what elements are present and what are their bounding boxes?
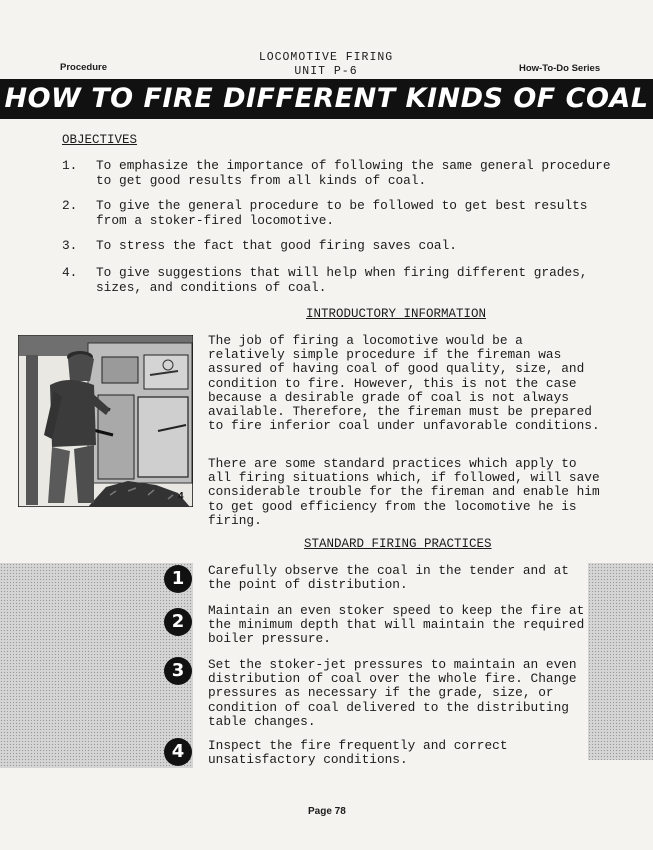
step-text: Inspect the fire frequently and correct unsatisfactory conditions. — [208, 738, 508, 768]
objective-item — [62, 158, 622, 188]
header-right: How-To-Do Series — [519, 63, 601, 74]
objective-number: 3. — [62, 238, 78, 253]
halftone-panel-right — [588, 563, 653, 760]
fireman-illustration — [18, 335, 193, 507]
objective-text: To stress the fact that good firing saves coal. — [96, 238, 457, 253]
page-title: HOW TO FIRE DIFFERENT KINDS OF COAL — [0, 79, 653, 119]
fireman-illustration-svg — [18, 335, 193, 507]
objective-item — [62, 238, 622, 254]
page-number: Page 78 — [308, 806, 346, 817]
objective-text: To give the general procedure to be followed to get best results from a stoker-fired locomotive. — [96, 198, 588, 228]
introductory-heading: INTRODUCTORY INFORMATION — [306, 307, 487, 321]
objective-item — [62, 265, 622, 295]
intro-paragraph-2: There are some standard practices which apply to all firing situations which, if followed, will save considerable trouble for the fireman and enable him to get good efficiency from the locomotive he is firing. — [208, 456, 600, 528]
header-left: Procedure — [60, 62, 107, 73]
step-badge: 3 — [164, 657, 192, 685]
step-badge: 4 — [164, 738, 192, 766]
step-text: Carefully observe the coal in the tender and at the point of distribution. — [208, 563, 569, 593]
objective-number: 4. — [62, 265, 78, 280]
objective-text: To give suggestions that will help when firing different grades, sizes, and conditions of coal. — [96, 265, 588, 295]
step-badge: 1 — [164, 565, 192, 593]
objectives-heading: OBJECTIVES — [62, 133, 138, 147]
figure-number: 4 — [178, 491, 184, 502]
step-text: Set the stoker-jet pressures to maintain an even distribution of coal over the whole fire. Change pressures as necessary if the grade, size, or condition of coal delivered to the distributing table changes. — [208, 657, 577, 729]
header-center-line2: UNIT P-6 — [294, 65, 358, 78]
standard-heading: STANDARD FIRING PRACTICES — [304, 537, 492, 551]
step-badge: 2 — [164, 608, 192, 636]
intro-paragraph-1: The job of firing a locomotive would be a relatively simple procedure if the fireman was assured of having coal of good quality, size, and condition to fire. However, this is not the case because a desirable grade of coal is not always available. Therefore, the fireman must be prepared to fire inferior coal under unfavorable conditions. — [208, 333, 600, 434]
step-text: Maintain an even stoker speed to keep the fire at the minimum depth that will maintain the required boiler pressure. — [208, 603, 585, 647]
header-center-line1: LOCOMOTIVE FIRING — [258, 51, 394, 64]
objective-text: To emphasize the importance of following the same general procedure to get good results from all kinds of coal. — [96, 158, 611, 188]
objective-item — [62, 198, 622, 228]
objective-number: 2. — [62, 198, 78, 213]
objective-number: 1. — [62, 158, 78, 173]
header-center — [226, 51, 426, 79]
